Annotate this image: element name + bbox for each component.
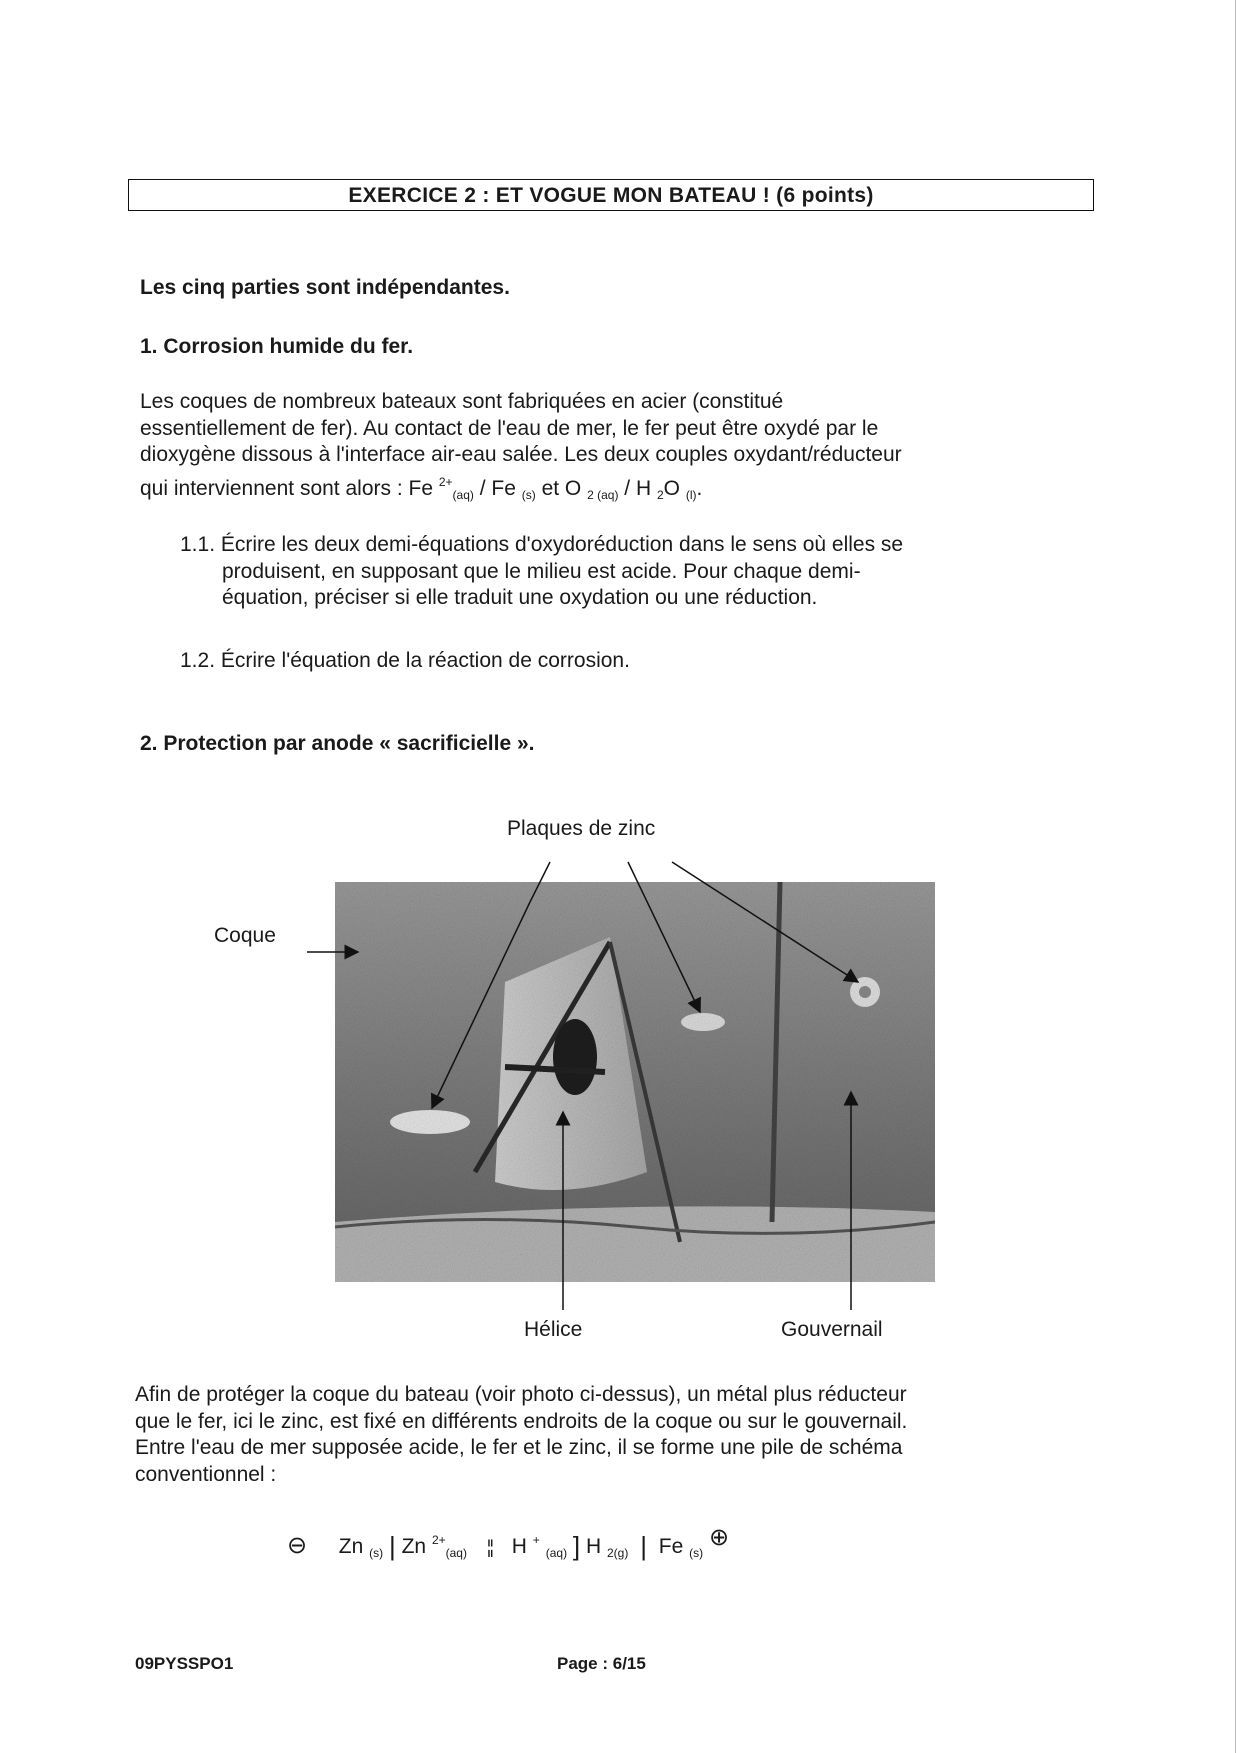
section2-heading: 2. Protection par anode « sacrificielle ». [140,732,535,755]
couples-line: qui interviennent sont alors : Fe $^{2+}_{(aq)}$ / Fe $_{(s)}$ et O $_{2 (aq)}$ / H $_2$O $_{(l)}$. [140,474,703,502]
section2-line-4: conventionnel : [135,1462,277,1486]
q1-1-line-2: produisent, en supposant que le milieu est acide. Pour chaque demi- [222,559,861,583]
section1-heading: 1. Corrosion humide du fer. [140,335,414,358]
section2-line-1: Afin de protéger la coque du bateau (voir photo ci-dessus), un métal plus réducteur [135,1383,907,1406]
intro-text: Les cinq parties sont indépendantes. [140,276,510,299]
pile-bar-2: ] [572,1531,581,1561]
section1-line-2: essentiellement de fer). Au contact de l'eau de mer, le fer peut être oxydé par le [140,416,879,440]
label-gouvernail: Gouvernail [781,1318,883,1341]
footer-page-number: Page : 6/15 [557,1654,646,1673]
plaque-arrow-2 [628,862,700,1012]
exercise-title: EXERCICE 2 : ET VOGUE MON BATEAU ! (6 points) [348,184,874,207]
plaque-arrow-3 [672,862,858,982]
q1-1-line-1: 1.1. Écrire les deux demi-équations d'oxydoréduction dans le sens où elles se [180,533,904,556]
plaque-pointer-stub [530,862,550,902]
label-plaques-de-zinc: Plaques de zinc [507,817,656,840]
label-helice: Hélice [524,1318,583,1341]
section1-line-1: Les coques de nombreux bateaux sont fabriquées en acier (constitué [140,390,784,413]
q1-1-line-3: équation, préciser si elle traduit une oxydation ou une réduction. [222,586,818,609]
pile-bar-3: | [640,1531,647,1561]
salt-bridge-separator: ¦¦ [486,1537,493,1557]
pile-scheme: ⊖ Zn $_{(s)}$ | Zn $^{2+}_{(aq)}$ ¦¦ H +$_{(aq)}$ ] H $_{2(g)}$ | Fe $_{(s)}$ ⊕ [287,1524,730,1561]
positive-terminal-icon: ⊕ [708,1524,730,1551]
section2-line-3: Entre l'eau de mer supposée acide, le fer et le zinc, il se forme une pile de schéma [135,1436,903,1459]
plaque-arrow-1 [432,902,530,1108]
pile-bar-1: | [388,1531,396,1561]
footer-code: 09PYSSPO1 [135,1654,234,1673]
section2-paragraph [135,1382,1085,1488]
negative-terminal-icon: ⊖ [287,1532,308,1559]
label-coque: Coque [214,924,276,947]
section1-line-3: dioxygène dissous à l'interface air-eau salée. Les deux couples oxydant/réducteur [140,443,902,466]
section2-line-2: que le fer, ici le zinc, est fixé en différents endroits de la coque ou sur le gouvernail. [135,1409,908,1433]
question-1-2: 1.2. Écrire l'équation de la réaction de corrosion. [180,649,630,672]
